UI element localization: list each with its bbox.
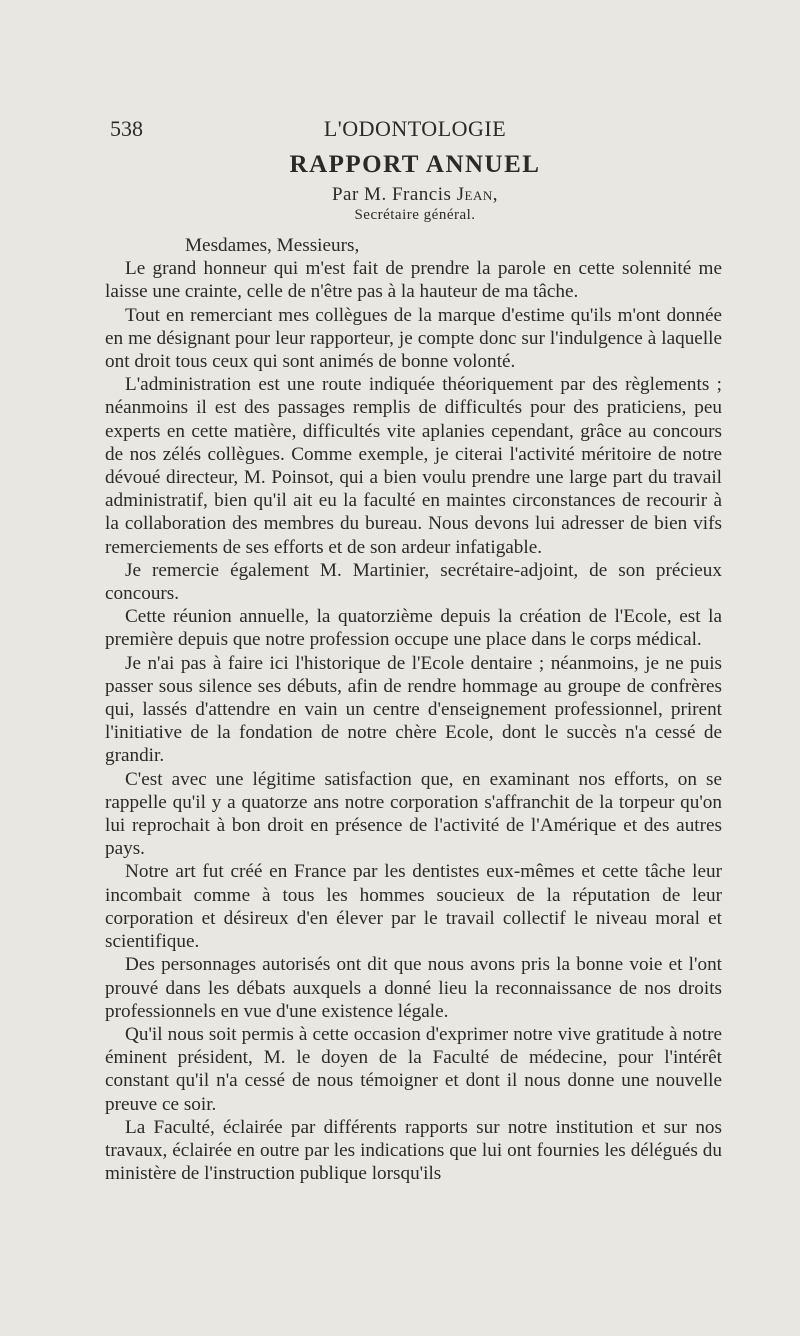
salutation: Mesdames, Messieurs, [185,235,360,256]
author-role: Secrétaire général. [354,207,476,223]
paragraph: Notre art fut créé en France par les dentistes eux-mêmes et cette tâche leur incombait comme à tous les hommes soucieux de la réputation de leur corporation et désireux d'en élever par le travail collectif le niveau moral et scientifique. [105,861,722,953]
paragraph: Qu'il nous soit permis à cette occasion d'exprimer notre vive gratitude à notre éminent président, M. le doyen de la Faculté de médecine, pour l'intérêt constant qu'il n'a cessé de nous témoigner et dont il nous donne une nouvelle preuve ce soir. [105,1023,722,1115]
page-number: 538 [110,116,143,141]
byline-prefix: Par M. Francis [331,184,452,205]
byline [110,184,720,206]
paragraph: Cette réunion annuelle, la quatorzième depuis la création de l'Ecole, est la première depuis que notre profession occupe une place dans le corps médical. [105,606,722,651]
running-header [110,116,720,142]
paragraph: Tout en remerciant mes collègues de la marque d'estime qu'ils m'ont donnée en me désignant pour leur rapporteur, je compte donc sur l'indulgence à laquelle ont droit tous ceux qui sont animés de bonne volonté. [105,304,722,373]
paragraph: Je remercie également M. Martinier, secrétaire-adjoint, de son précieux concours. [105,559,722,605]
article-title: RAPPORT ANNUEL [289,151,541,178]
paragraph: L'administration est une route indiquée théoriquement par des règlements ; néanmoins il est des passages remplis de difficultés pour des praticiens, peu experts en cette matière, difficultés vite aplanies cependant, grâce au concours de nos zélés collègues. Comme exemple, je citerai l'activité méritoire de notre dévoué directeur, M. Poinsot, qui a bien voulu prendre une large part du travail administratif, bien qu'il ait eu la faculté en maintes circonstances de recourir à la collaboration des membres du bureau. Nous devons lui adresser de bien vifs remerciements de ses efforts et de son ardeur infatigable. [105,374,722,558]
paragraph: Des personnages autorisés ont dit que nous avons pris la bonne voie et l'ont prouvé dans les débats auxquels a donné lieu la reconnaissance de nos droits professionnels en vue d'une existence légale. [105,954,722,1022]
paragraph: C'est avec une légitime satisfaction que, en examinant nos efforts, on se rappelle qu'il y a quatorze ans notre corporation s'affranchit de la torpeur qu'on lui reprochait à bon droit en présence de l'activité de l'Amérique et des autres pays. [105,768,722,860]
author-surname: Jean, [456,184,499,205]
paragraph: Je n'ai pas à faire ici l'historique de l'Ecole dentaire ; néanmoins, je ne puis passer sous silence ses débuts, afin de rendre hommage au groupe de confrères qui, lassés d'attendre en vain un centre d'enseignement professionnel, prirent l'initiative de la fondation de notre chère Ecole, dont le succès n'a cessé de grandir. [105,652,722,767]
paragraph: Le grand honneur qui m'est fait de prendre la parole en cette solennité me laisse une crainte, celle de n'être pas à la hauteur de ma tâche. [105,258,722,303]
paragraph: La Faculté, éclairée par différents rapports sur notre institution et sur nos travaux, éclairée en outre par les indications que lui ont fournies les délégués du ministère de l'instruction publique lorsqu'ils [105,1116,722,1185]
body-text [105,234,722,1185]
journal-title: L'ODONTOLOGIE [323,116,507,141]
